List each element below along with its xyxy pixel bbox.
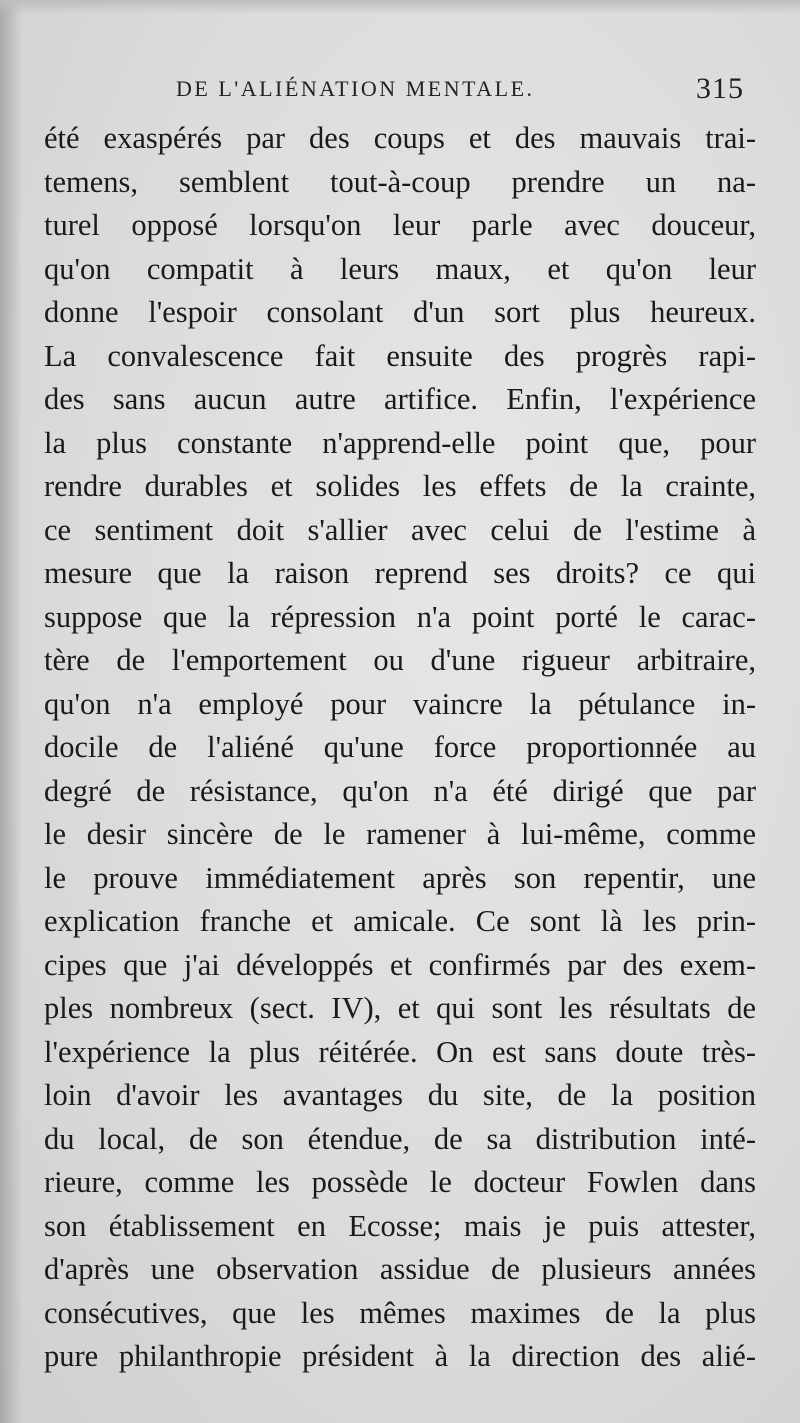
text-line: temens, semblent tout-à-coup prendre un na- xyxy=(44,164,756,199)
text-line: turel opposé lorsqu'on leur parle avec douceur, xyxy=(44,208,756,242)
text-line: l'expérience la plus réitérée. On est sans doute très- xyxy=(44,1034,756,1069)
page-top-edge xyxy=(0,0,800,14)
text-line: explication franche et amicale. Ce sont là les prin- xyxy=(44,904,756,938)
body-text xyxy=(44,117,756,1379)
text-line: son établissement en Ecosse; mais je puis attester, xyxy=(44,1208,756,1243)
running-title: DE L'ALIÉNATION MENTALE. xyxy=(176,76,535,101)
text-line: le desir sincère de le ramener à lui-même, comme xyxy=(44,817,756,851)
text-line: ples nombreux (sect. IV), et qui sont les résultats de xyxy=(44,991,756,1025)
page-number: 315 xyxy=(696,72,744,105)
page-gutter-shadow xyxy=(0,0,22,1423)
text-line: loin d'avoir les avantages du site, de la position xyxy=(44,1078,756,1112)
text-line: rieure, comme les possède le docteur Fowlen dans xyxy=(44,1165,756,1199)
text-line: docile de l'aliéné qu'une force proportionnée au xyxy=(44,730,756,764)
text-line: suppose que la répression n'a point porté le carac- xyxy=(44,599,756,634)
text-line: été exaspérés par des coups et des mauvais trai- xyxy=(44,121,756,155)
text-line: consécutives, que les mêmes maximes de la plus xyxy=(44,1295,756,1330)
text-line: ce sentiment doit s'allier avec celui de l'estime à xyxy=(44,512,756,547)
text-line: mesure que la raison reprend ses droits? ce qui xyxy=(44,556,756,590)
text-line: d'après une observation assidue de plusieurs années xyxy=(44,1252,756,1286)
text-line: donne l'espoir consolant d'un sort plus heureux. xyxy=(44,295,756,329)
text-line: rendre durables et solides les effets de la crainte, xyxy=(44,469,756,503)
text-line: degré de résistance, qu'on n'a été dirigé que par xyxy=(44,773,756,808)
page-header xyxy=(44,74,744,110)
text-line: pure philanthropie président à la direction des alié- xyxy=(44,1339,756,1373)
text-line: La convalescence fait ensuite des progrès rapi- xyxy=(44,338,756,373)
text-line: la plus constante n'apprend-elle point que, pour xyxy=(44,425,756,460)
text-line: qu'on n'a employé pour vaincre la pétulance in- xyxy=(44,686,756,721)
text-line: des sans aucun autre artifice. Enfin, l'expérience xyxy=(44,382,756,416)
text-line: tère de l'emportement ou d'une rigueur arbitraire, xyxy=(44,643,756,677)
text-line: le prouve immédiatement après son repentir, une xyxy=(44,860,756,895)
text-line: qu'on compatit à leurs maux, et qu'on leur xyxy=(44,251,756,286)
text-line: cipes que j'ai développés et confirmés par des exem- xyxy=(44,947,756,982)
text-line: du local, de son étendue, de sa distribution inté- xyxy=(44,1121,756,1156)
